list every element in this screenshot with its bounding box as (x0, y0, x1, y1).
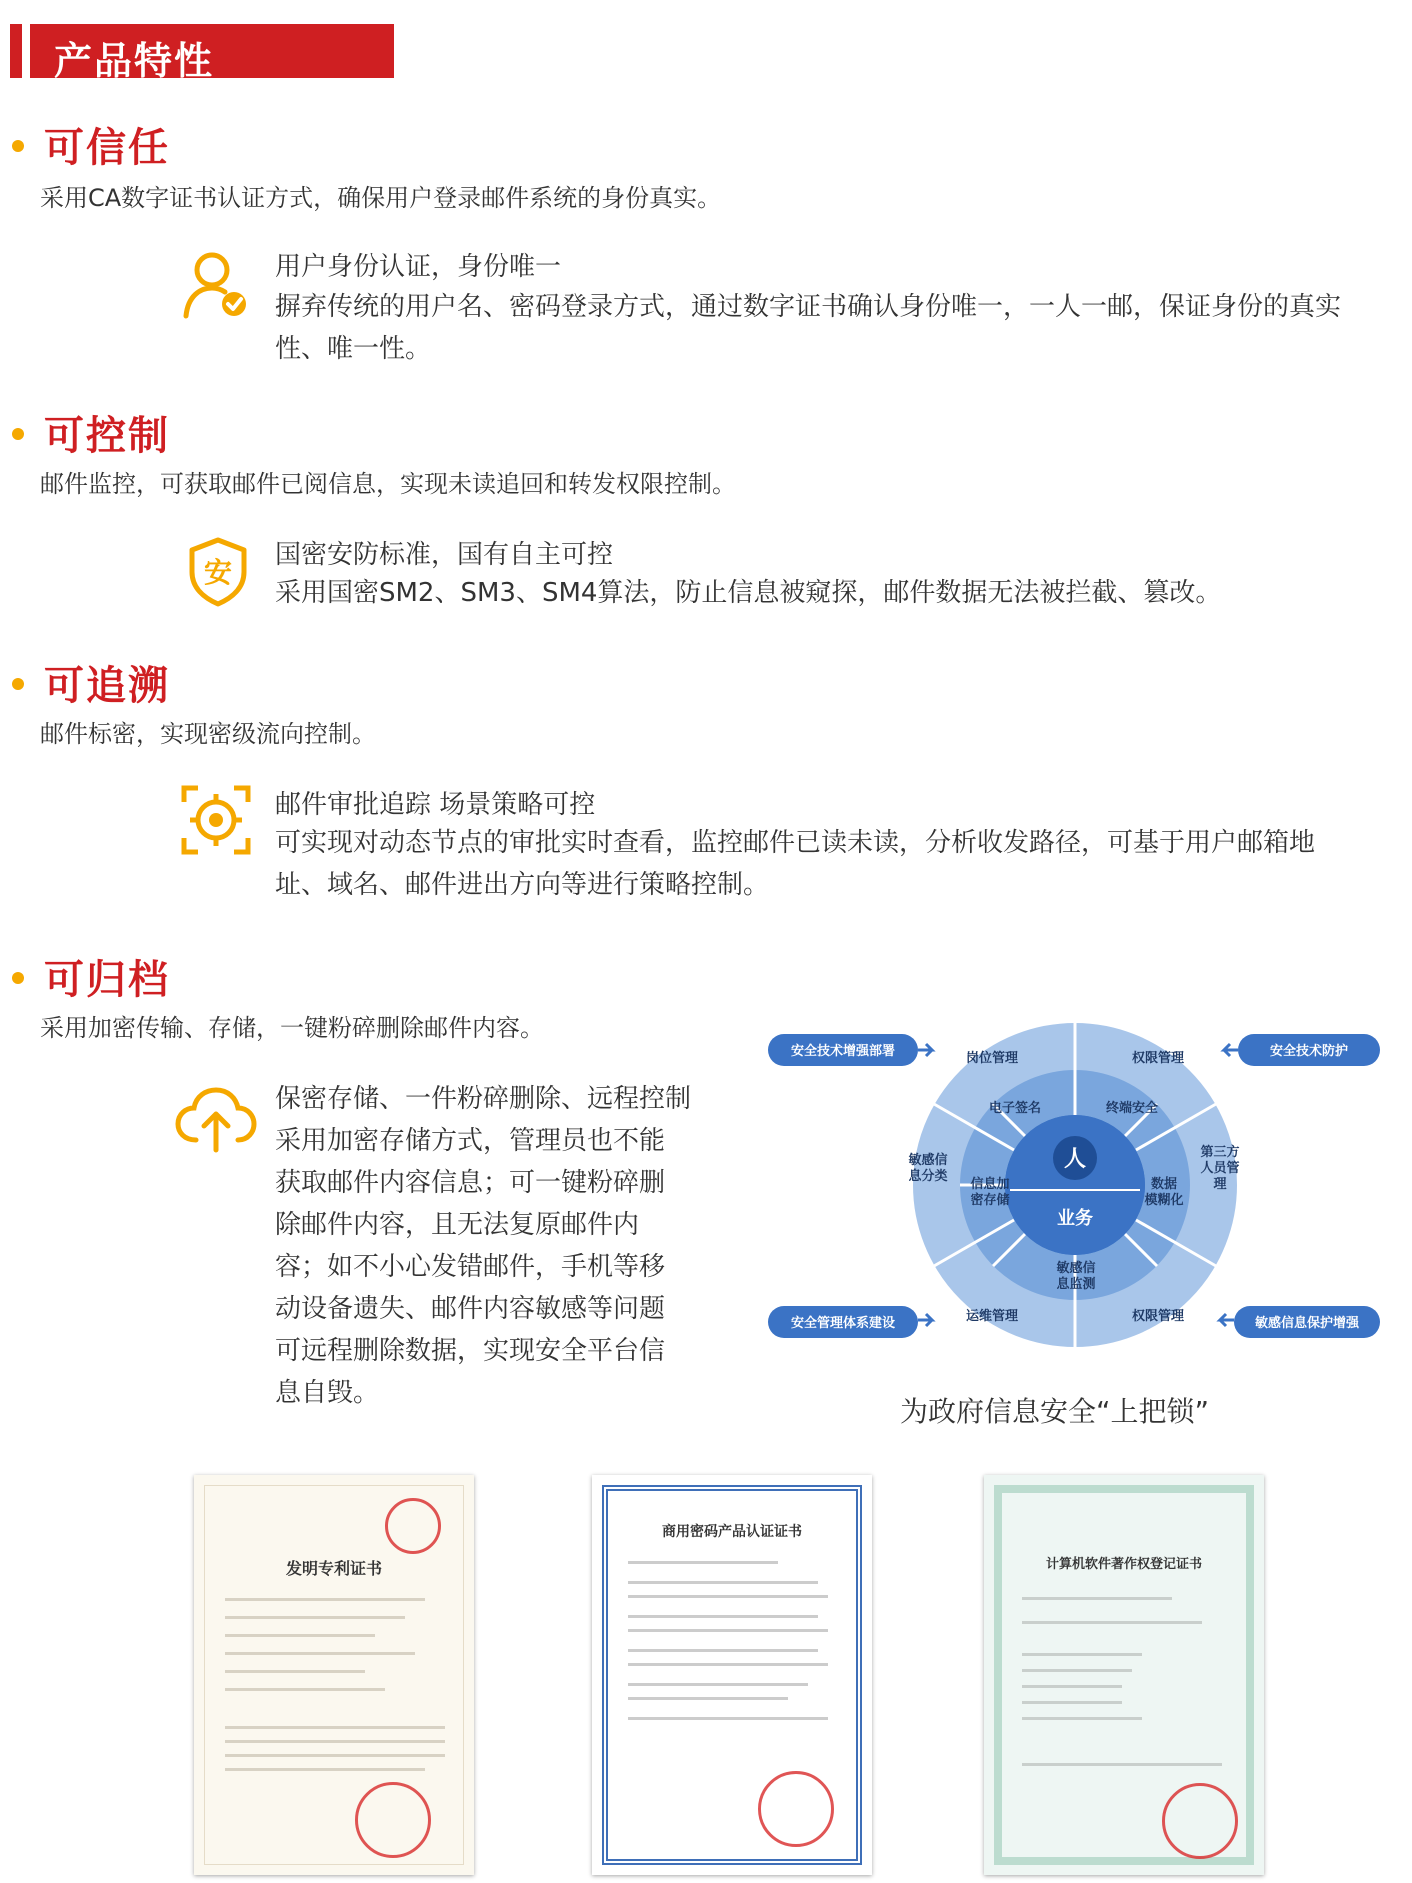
bullet-dot (12, 428, 24, 440)
outer-label-third-party: 第三方人员管理 (1200, 1145, 1240, 1192)
certificate-patent-title: 发明专利证书 (285, 1559, 382, 1578)
inner-label-monitor: 敏感信息监测 (1056, 1261, 1096, 1292)
outer-label-permission-bottom: 权限管理 (1131, 1309, 1185, 1324)
section-title-control: 可控制 (12, 404, 170, 461)
pill-sensitive-protect-label: 敏感信息保护增强 (1254, 1316, 1360, 1331)
certificate-crypto (592, 1475, 872, 1875)
seal-stamp (1162, 1783, 1238, 1859)
section-header-bar (10, 24, 394, 83)
section-desc-trust: 采用CA数字证书认证方式，确保用户登录邮件系统的身份真实。 (40, 184, 722, 212)
bullet-dot (12, 972, 24, 984)
outer-label-classify: 敏感信息分类 (908, 1153, 948, 1184)
shield-an-icon (182, 536, 254, 608)
section-title-trace: 可追溯 (12, 654, 170, 711)
seal-stamp (355, 1782, 431, 1858)
pill-tech-deploy-label: 安全技术增强部署 (790, 1044, 896, 1059)
pill-tech-protect-label: 安全技术防护 (1269, 1044, 1349, 1059)
certificate-patent (194, 1475, 474, 1875)
bullet-dot (12, 678, 24, 690)
header-accent (10, 24, 30, 78)
pill-mgmt-system-label: 安全管理体系建设 (790, 1316, 896, 1331)
cloud-upload-icon (174, 1084, 258, 1156)
security-ring-diagram (760, 1020, 1390, 1350)
certificate-software (984, 1475, 1264, 1875)
section-title-archive: 可归档 (12, 948, 170, 1005)
target-icon (180, 784, 252, 856)
certificate-crypto-title: 商用密码产品认证证书 (662, 1524, 802, 1540)
outer-label-permission-top: 权限管理 (1131, 1051, 1185, 1066)
feature-title-crypto: 国密安防标准，国有自主可控 (275, 540, 614, 570)
feature-text-crypto: 采用国密SM2、SM3、SM4算法，防止信息被窥探，邮件数据无法被拦截、篡改。 (275, 578, 1222, 608)
seal-stamp (758, 1771, 834, 1847)
inner-label-esign: 电子签名 (988, 1101, 1042, 1116)
center-bottom-label: 业务 (1057, 1208, 1093, 1229)
feature-text-audit: 可实现对动态节点的审批实时查看，监控邮件已读未读，分析收发路径，可基于用户邮箱地 址、域名、邮件进出方向等进行策略控制。 (275, 828, 1316, 900)
section-desc-archive: 采用加密传输、存储，一键粉碎删除邮件内容。 (40, 1014, 544, 1042)
inner-label-terminal: 终端安全 (1105, 1101, 1159, 1116)
feature-text-storage: 采用加密存储方式，管理员也不能 获取邮件内容信息；可一键粉碎删 除邮件内容，且无法复原邮件内 容；如不小心发错邮件，手机等移 动设备遗失、邮件内容敏感等问题 可远程删除数据，实现安全平台信 息自毁。 (275, 1126, 666, 1408)
outer-label-post: 岗位管理 (965, 1051, 1019, 1066)
outer-label-ops: 运维管理 (965, 1309, 1019, 1324)
feature-title-audit: 邮件审批追踪 场景策略可控 (275, 790, 596, 820)
feature-text-identity: 摒弃传统的用户名、密码登录方式，通过数字证书确认身份唯一，一人一邮，保证身份的真实 性、唯一性。 (275, 292, 1342, 364)
user-check-icon (180, 250, 252, 322)
center-top-label: 人 (1063, 1147, 1087, 1172)
section-title-trust: 可信任 (12, 116, 170, 173)
svg-text:安: 安 (203, 556, 233, 589)
inner-label-encrypt: 信息加密存储 (970, 1177, 1010, 1208)
inner-label-blur: 数据模糊化 (1144, 1177, 1184, 1208)
feature-title-identity: 用户身份认证，身份唯一 (275, 252, 562, 282)
feature-title-storage: 保密存储、一件粉碎删除、远程控制 (275, 1084, 692, 1114)
section-desc-control: 邮件监控，可获取邮件已阅信息，实现未读追回和转发权限控制。 (40, 470, 736, 498)
certificate-software-title: 计算机软件著作权登记证书 (1045, 1557, 1202, 1572)
page-title: 产品特性 (54, 39, 215, 83)
seal-stamp (385, 1498, 441, 1554)
section-desc-trace: 邮件标密，实现密级流向控制。 (40, 720, 376, 748)
bullet-dot (12, 140, 24, 152)
diagram-caption: 为政府信息安全“上把锁” (900, 1395, 1210, 1428)
